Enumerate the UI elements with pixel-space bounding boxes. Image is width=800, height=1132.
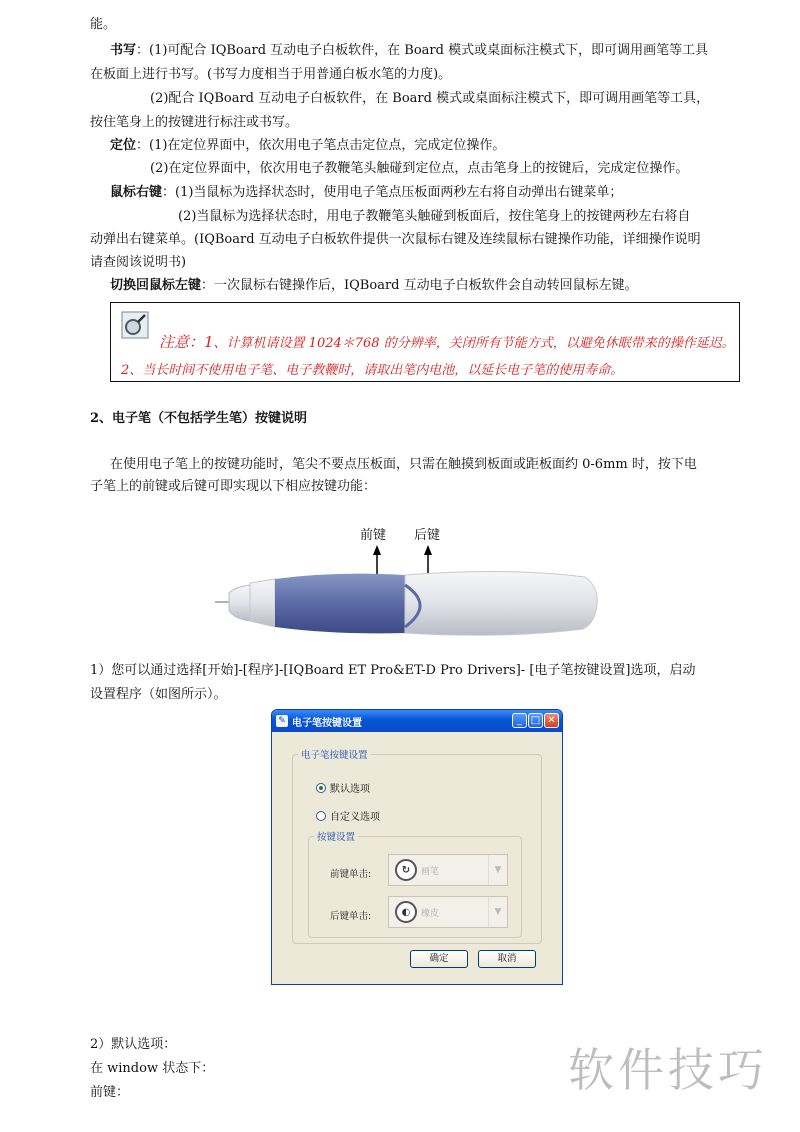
notice-box [110,302,740,382]
text-line [110,137,505,155]
term-text: ：一次鼠标右键操作后，IQBoard 互动电子白板软件会自动转回鼠标左键。 [201,278,638,293]
text-line: 动弹出右键菜单。(IQBoard 互动电子白板软件提供一次鼠标右键及连续鼠标右键操作功能，详细操作说明 [90,232,701,247]
text-line: 能。 [90,17,117,32]
settings-group-title: 电子笔按键设置 [298,747,371,761]
text-line: 按住笔身上的按键进行标注或书写。 [90,115,299,130]
text-line: (2)配合 IQBoard 互动电子白板软件，在 Board 模式或桌面标注模式下，即可调用画笔等工具， [150,91,710,106]
text-line: 在板面上进行书写。(书写力度相当于用普通白板水笔的力度)。 [90,67,452,82]
notice-lead: 注意：1 [159,333,214,351]
term-label: 书写 [110,43,137,58]
radio-default-label: 默认选项 [330,784,370,795]
text-line: 请查阅该说明书) [90,255,187,270]
app-icon: ✎ [276,715,288,727]
text-line [110,42,708,60]
front-click-label: 前键单击: [330,869,372,880]
term-text: ：(1)在定位界面中，依次用电子笔点击定位点，完成定位操作。 [136,138,506,153]
chevron-down-icon[interactable]: ▼ [488,855,507,885]
close-button[interactable]: ✕ [544,713,559,728]
term-text: ：(1)当鼠标为选择状态时，使用电子笔点压板面两秒左右将自动弹出右键菜单； [162,185,623,200]
pen-image [205,505,615,645]
term-label: 切换回鼠标左键 [110,278,202,293]
notice-rest: 、计算机请设置 1024＊768 的分辨率，关闭所有节能方式，以避免休眠带来的操作延迟。 [213,336,735,351]
text-line [110,277,638,295]
term-text: ：(1)可配合 IQBoard 互动电子白板软件，在 Board 模式或桌面标注模式下，即可调用画笔等工具 [136,43,709,58]
radio-default-dot[interactable] [316,783,326,793]
radio-custom-dot[interactable] [316,811,326,821]
section-heading: 2、电子笔（不包括学生笔）按键说明 [90,411,308,426]
pen-tool-icon: ↻ [395,859,417,881]
back-click-value: 橡皮 [421,908,440,919]
notice-magnifier-icon [121,311,149,339]
text-line: (2)在定位界面中，依次用电子教鞭笔头触碰到定位点，点击笔身上的按键后，完成定位操作。 [150,161,689,176]
term-label: 定位 [110,138,137,153]
cancel-button[interactable]: 取消 [478,950,536,968]
text-line [110,184,622,202]
text-line: 1）您可以通过选择[开始]-[程序]-[IQBoard ET Pro&ET-D Pro Drivers]- [电子笔按键设置]选项，启动 [90,663,696,678]
radio-custom-label: 自定义选项 [330,812,380,823]
text-line: 设置程序（如图所示）。 [90,687,227,702]
ok-button[interactable]: 确定 [410,950,468,968]
text-line: (2)当鼠标为选择状态时，用电子教鞭笔头触碰到板面后，按住笔身上的按键两秒左右将自 [178,209,691,224]
text-line: 前键： [90,1085,130,1100]
chevron-down-icon[interactable]: ▼ [488,897,507,927]
eraser-tool-icon: ◐ [395,901,417,923]
term-label: 鼠标右键 [110,185,163,200]
watermark: 软件技巧 [568,1043,768,1097]
front-click-value: 画笔 [421,866,440,877]
front-click-select[interactable] [388,854,508,886]
text-line: 子笔上的前键或后键可即实现以下相应按键功能： [90,479,377,494]
back-click-select[interactable] [388,896,508,928]
pen-settings-dialog [271,709,563,985]
text-line: 2）默认选项： [90,1037,177,1052]
radio-default[interactable] [316,780,370,795]
radio-custom[interactable] [316,808,380,823]
minimize-button[interactable]: _ [512,713,527,728]
front-key-label: 前键 [360,528,387,543]
text-line: 在 window 状态下： [90,1061,215,1076]
notice-line-1 [159,331,735,352]
notice-line-2: 2、当长时间不使用电子笔、电子教鞭时，请取出笔内电池，以延长电子笔的使用寿命。 [121,363,624,378]
back-key-label: 后键 [414,528,441,543]
dialog-title: 电子笔按键设置 [292,717,362,729]
maximize-button[interactable]: □ [528,713,543,728]
key-settings-title: 按键设置 [314,829,358,843]
text-line: 在使用电子笔上的按键功能时，笔尖不要点压板面，只需在触摸到板面或距板面约 0-6mm 时，按下电 [110,457,697,472]
back-click-label: 后键单击: [330,911,372,922]
